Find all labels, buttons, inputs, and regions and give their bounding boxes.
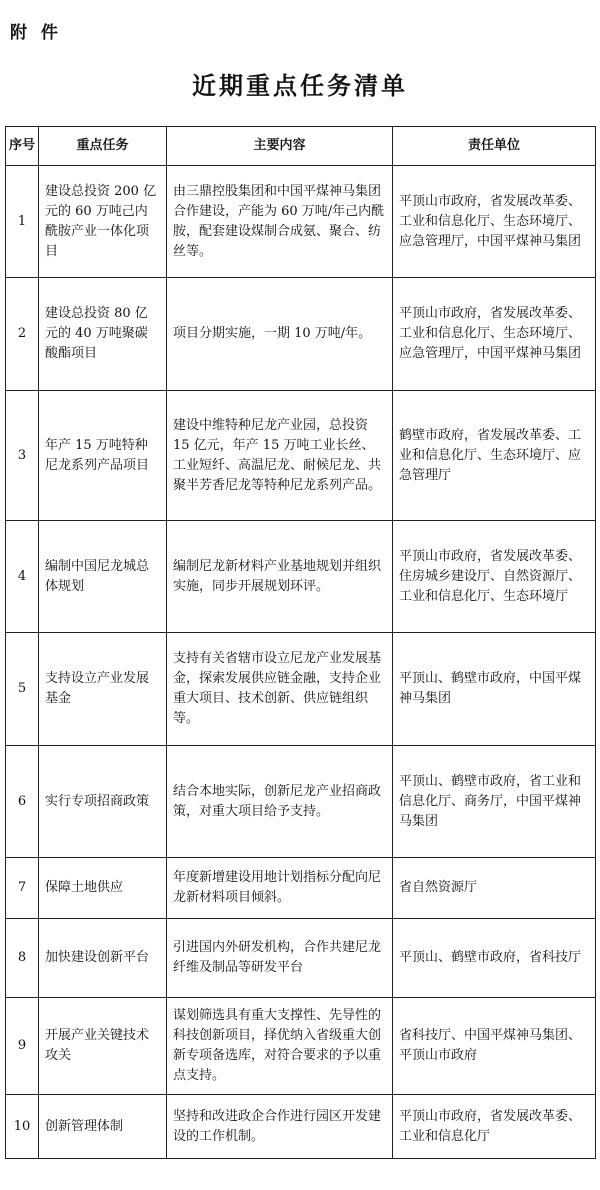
header-content: 主要内容 — [167, 127, 393, 166]
row-unit: 平顶山、鹤壁市政府，省工业和信息化厅、商务厅，中国平煤神马集团 — [393, 746, 596, 858]
row-task: 编制中国尼龙城总体规划 — [39, 521, 167, 633]
row-number: 1 — [6, 166, 39, 278]
row-task: 支持设立产业发展基金 — [39, 633, 167, 746]
row-task: 实行专项招商政策 — [39, 746, 167, 858]
row-content: 项目分期实施，一期 10 万吨/年。 — [167, 278, 393, 391]
row-unit: 平顶山、鹤壁市政府，中国平煤神马集团 — [393, 633, 596, 746]
row-content: 建设中维特种尼龙产业园，总投资 15 亿元，年产 15 万吨工业长丝、工业短纤、高温尼龙、耐候尼龙、共聚半芳香尼龙等特种尼龙系列产品。 — [167, 391, 393, 521]
row-task: 保障土地供应 — [39, 858, 167, 919]
row-unit: 省科技厅、中国平煤神马集团、平顶山市政府 — [393, 998, 596, 1095]
row-task: 加快建设创新平台 — [39, 919, 167, 998]
row-content: 编制尼龙新材料产业基地规划并组织实施，同步开展规划环评。 — [167, 521, 393, 633]
row-task: 建设总投资 200 亿元的 60 万吨己内酰胺产业一体化项目 — [39, 166, 167, 278]
row-content: 年度新增建设用地计划指标分配向尼龙新材料项目倾斜。 — [167, 858, 393, 919]
row-task: 开展产业关键技术攻关 — [39, 998, 167, 1095]
row-number: 6 — [6, 746, 39, 858]
row-number: 10 — [6, 1095, 39, 1159]
row-unit: 省自然资源厅 — [393, 858, 596, 919]
row-number: 5 — [6, 633, 39, 746]
row-content: 支持有关省辖市设立尼龙产业发展基金，探索发展供应链金融，支持企业重大项目、技术创新、供应链组织等。 — [167, 633, 393, 746]
table-row — [6, 919, 596, 998]
header-task: 重点任务 — [39, 127, 167, 166]
row-content: 由三鼎控股集团和中国平煤神马集团合作建设，产能为 60 万吨/年己内酰胺，配套建设煤制合成氨、聚合、纺丝等。 — [167, 166, 393, 278]
header-unit: 责任单位 — [393, 127, 596, 166]
row-content: 坚持和改进政企合作进行园区开发建设的工作机制。 — [167, 1095, 393, 1159]
row-unit: 平顶山市政府，省发展改革委、工业和信息化厅、生态环境厅、应急管理厅，中国平煤神马集团 — [393, 166, 596, 278]
row-number: 3 — [6, 391, 39, 521]
row-number: 4 — [6, 521, 39, 633]
row-unit: 鹤壁市政府，省发展改革委、工业和信息化厅、生态环境厅、应急管理厅 — [393, 391, 596, 521]
row-task: 建设总投资 80 亿元的 40 万吨聚碳酸酯项目 — [39, 278, 167, 391]
row-content: 引进国内外研发机构，合作共建尼龙纤维及制品等研发平台 — [167, 919, 393, 998]
row-number: 2 — [6, 278, 39, 391]
table-row — [6, 391, 596, 521]
row-number: 8 — [6, 919, 39, 998]
table-header-row — [6, 127, 596, 166]
row-unit: 平顶山市政府，省发展改革委、住房城乡建设厅、自然资源厅、工业和信息化厅、生态环境厅 — [393, 521, 596, 633]
table-row — [6, 278, 596, 391]
task-table — [5, 126, 596, 1159]
table-row — [6, 998, 596, 1095]
row-number: 9 — [6, 998, 39, 1095]
table-row — [6, 858, 596, 919]
row-task: 年产 15 万吨特种尼龙系列产品项目 — [39, 391, 167, 521]
row-content: 结合本地实际，创新尼龙产业招商政策，对重大项目给予支持。 — [167, 746, 393, 858]
header-seq: 序号 — [6, 127, 39, 166]
attachment-label: 附 件 — [10, 23, 62, 43]
table-row — [6, 166, 596, 278]
row-unit: 平顶山市政府，省发展改革委、工业和信息化厅、生态环境厅、应急管理厅，中国平煤神马集团 — [393, 278, 596, 391]
row-unit: 平顶山市政府，省发展改革委、工业和信息化厅 — [393, 1095, 596, 1159]
table-row — [6, 1095, 596, 1159]
row-unit: 平顶山、鹤壁市政府，省科技厅 — [393, 919, 596, 998]
table-row — [6, 746, 596, 858]
table-row — [6, 521, 596, 633]
table-row — [6, 633, 596, 746]
document-title: 近期重点任务清单 — [192, 72, 408, 100]
row-number: 7 — [6, 858, 39, 919]
row-content: 谋划筛选具有重大支撑性、先导性的科技创新项目，择优纳入省级重大创新专项备选库，对符合要求的予以重点支持。 — [167, 998, 393, 1095]
row-task: 创新管理体制 — [39, 1095, 167, 1159]
